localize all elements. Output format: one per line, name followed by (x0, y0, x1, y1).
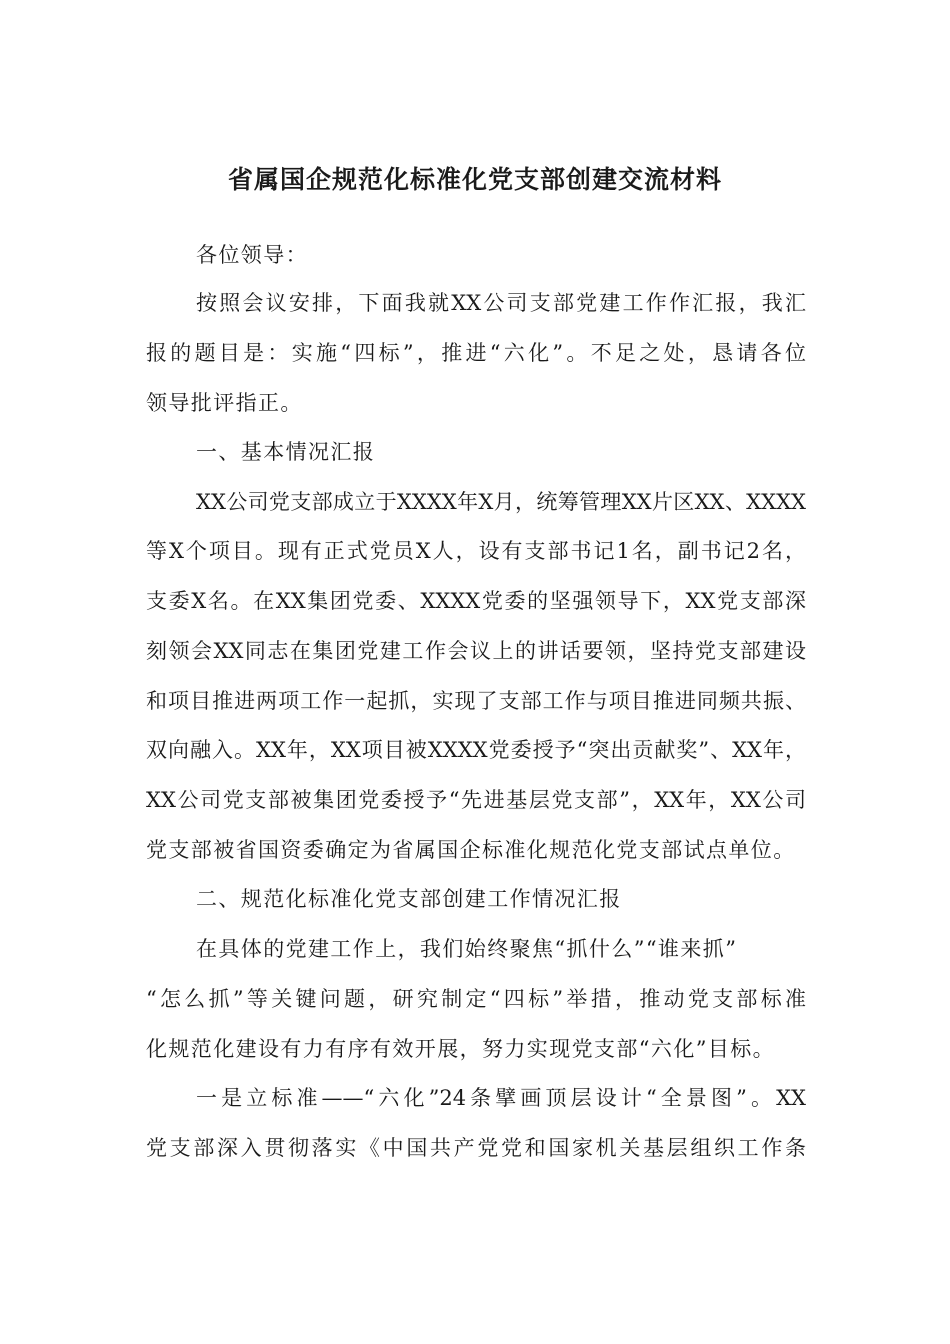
paragraph-line: 支委X名。在XX集团党委、XXXX党委的坚强领导下，XX党支部深 (146, 589, 806, 613)
paragraph-line: 等X个项目。现有正式党员X人，设有支部书记1名，副书记2名， (146, 539, 806, 563)
paragraph-line: “怎么抓”等关键问题，研究制定“四标”举措，推动党支部标准 (146, 987, 806, 1011)
paragraph-line: 化规范化建设有力有序有效开展，努力实现党支部“六化”目标。 (146, 1037, 776, 1061)
paragraph-line: XX公司党支部成立于XXXX年X月，统筹管理XX片区XX、XXXX (196, 490, 806, 514)
paragraph-line: 在具体的党建工作上，我们始终聚焦“抓什么”“谁来抓” (196, 937, 738, 961)
paragraph-line: 党支部被省国资委确定为省属国企标准化规范化党支部试点单位。 (146, 838, 796, 862)
document-title: 省属国企规范化标准化党支部创建交流材料 (227, 165, 722, 194)
paragraph-line: 双向融入。XX年，XX项目被XXXX党委授予“突出贡献奖”、XX年， (146, 738, 806, 762)
section-heading: 二、规范化标准化党支部创建工作情况汇报 (196, 887, 622, 911)
paragraph-line: 党支部深入贯彻落实《中国共产党党和国家机关基层组织工作条 (146, 1136, 806, 1160)
paragraph-line: 一是立标准——“六化”24条擘画顶层设计“全景图”。XX (196, 1086, 806, 1110)
paragraph-line: 和项目推进两项工作一起抓，实现了支部工作与项目推进同频共振、 (146, 689, 806, 713)
paragraph-line: 刻领会XX同志在集团党建工作会议上的讲话要领，坚持党支部建设 (146, 639, 806, 663)
paragraph-line: 报的题目是：实施“四标”，推进“六化”。不足之处，恳请各位 (146, 341, 806, 365)
paragraph-line: 按照会议安排，下面我就XX公司支部党建工作作汇报，我汇 (196, 291, 806, 315)
salutation: 各位领导： (196, 243, 308, 267)
paragraph-line: XX公司党支部被集团党委授予“先进基层党支部”，XX年，XX公司 (146, 788, 806, 812)
paragraph-line: 领导批评指正。 (146, 391, 303, 415)
section-heading: 一、基本情况汇报 (196, 440, 376, 464)
